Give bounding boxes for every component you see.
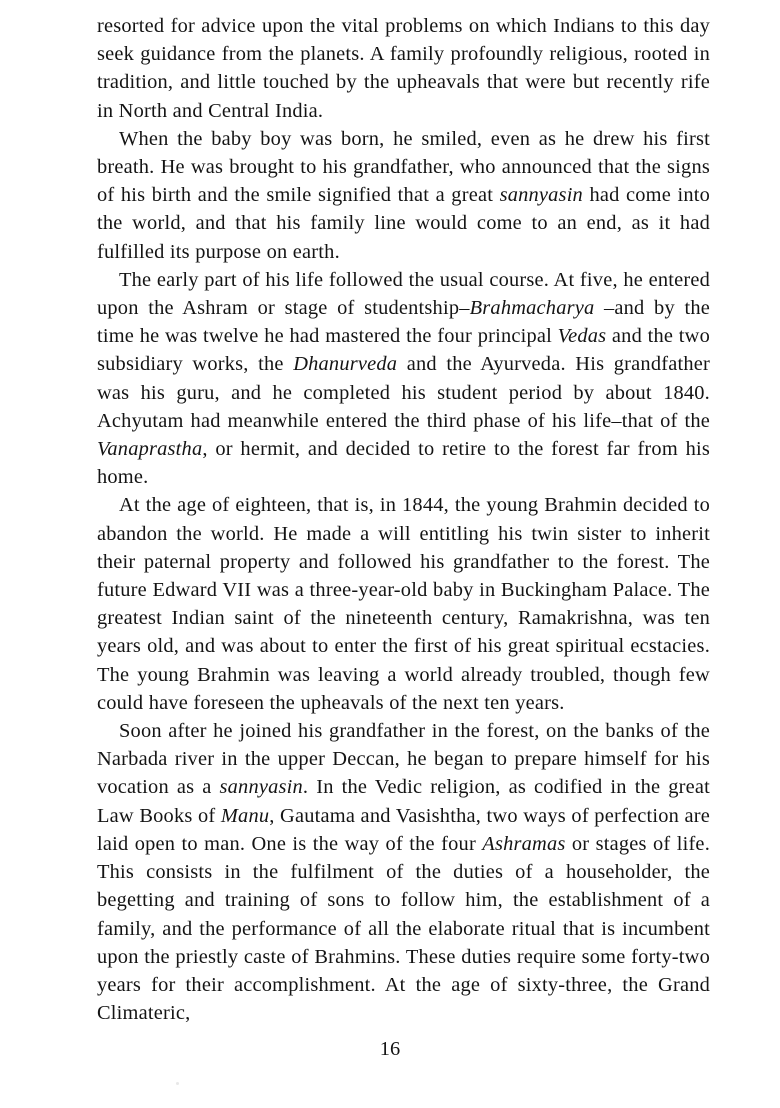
paragraph-3-italic-vedas: Vedas bbox=[557, 325, 607, 348]
page-number: 16 bbox=[379, 1038, 401, 1060]
scan-artifact-speck bbox=[176, 1082, 179, 1085]
paragraph-5-run-1: Soon after he joined his grandfather in the forest, on the banks of the Narbada river in the upper Deccan, he began to prepare himself for his vocation as a bbox=[97, 720, 710, 799]
paragraph-5-italic-ashramas: Ashramas bbox=[482, 832, 566, 855]
paragraph-2-run-1: When the baby boy was born, he smiled, even as he drew his first breath. He was brought to his grandfather, who announced that the signs of his birth and the smile signified that a great bbox=[97, 127, 710, 207]
paragraph-3-run-7: and the Ayurveda. His grandfather was his guru, and he completed his student period by about 1840. Achyutam had meanwhile entered the third phase of his life–that of the bbox=[97, 353, 710, 432]
paragraph-2-run-3: had come into the world, and that his family line would come to an end, as it had fulfilled its purpose on earth. bbox=[97, 184, 710, 263]
paragraph-3-run-9: , or hermit, and decided to retire to the forest far from his home. bbox=[97, 438, 710, 489]
paragraph-2-italic-sannyasin: sannyasin bbox=[499, 184, 583, 207]
paragraph-5-italic-sannyasin: sannyasin bbox=[219, 776, 303, 799]
paragraph-4 bbox=[97, 491, 710, 717]
paragraph-2 bbox=[97, 125, 710, 266]
paragraph-3-italic-brahmacharya: Brahmacharya bbox=[469, 297, 595, 320]
paragraph-5-italic-manu: Manu bbox=[220, 804, 270, 827]
paragraph-5 bbox=[97, 717, 710, 1027]
paragraph-3-run-5: and the two subsidiary works, the bbox=[97, 325, 710, 376]
paragraph-1 bbox=[97, 12, 710, 125]
paragraph-5-run-7: or stages of life. This consists in the fulfilment of the duties of a householder, the begetting and training of sons to follow him, the establishment of a family, and the performance of all the elaborate ritual that is incumbent upon the priestly caste of Brahmins. These duties require some forty-two years for their accomplishment. At the age of sixty-three, the Grand Climateric, bbox=[97, 832, 710, 1025]
paragraph-4-text: At the age of eighteen, that is, in 1844, the young Brahmin decided to abandon the world. He made a will entitling his twin sister to inherit their paternal property and followed his grandfather to the forest. The future Edward VII was a three-year-old baby in Buckingham Palace. The greatest Indian saint of the nineteenth century, Ramakrishna, was ten years old, and was about to enter the first of his great spiritual ecstacies. The young Brahmin was leaving a world already troubled, though few could have foreseen the upheavals of the next ten years. bbox=[97, 494, 710, 714]
paragraph-3-italic-vanaprastha: Vanaprastha bbox=[97, 438, 203, 461]
paragraph-5-run-3: . In the Vedic religion, as codified in the great Law Books of bbox=[97, 776, 711, 827]
paragraph-3-run-3: –and by the time he was twelve he had mastered the four principal bbox=[97, 297, 710, 348]
paragraph-3-italic-dhanurveda: Dhanurveda bbox=[293, 353, 398, 376]
paragraph-3-run-1: The early part of his life followed the usual course. At five, he entered upon the Ashram or stage of studentship– bbox=[97, 268, 710, 320]
paragraph-5-run-5: , Gautama and Vasishtha, two ways of perfection are laid open to man. One is the way of the four bbox=[97, 804, 710, 855]
paragraph-1-text: resorted for advice upon the vital problems on which Indians to this day seek guidance from the planets. A family profoundly religious, rooted in tradition, and little touched by the upheavals that were but recently rife in North and Central India. bbox=[97, 15, 710, 122]
paragraph-3 bbox=[97, 266, 710, 492]
page-text-block bbox=[97, 12, 710, 1027]
